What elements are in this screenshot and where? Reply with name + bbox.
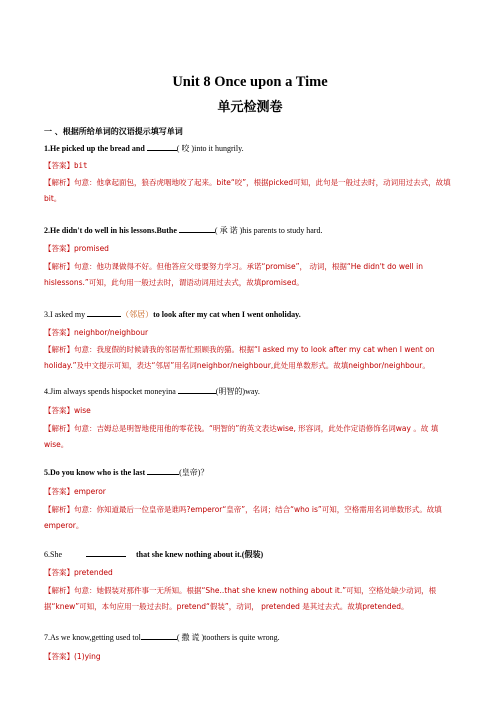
answer-blank xyxy=(147,474,179,475)
question-7-text: 7.As we know,getting used tol xyxy=(44,633,141,642)
question-6-hint: that she knew nothing about it.(假装) xyxy=(136,550,264,559)
question-5 xyxy=(44,467,208,478)
question-1-text: 1.He picked up the bread and xyxy=(44,144,147,153)
question-2 xyxy=(44,225,322,236)
question-3-hint: （邻居） xyxy=(121,310,154,319)
answer-blank xyxy=(179,232,215,233)
question-4-text: 4.Jim always spends hispocket moneyina xyxy=(44,387,178,396)
question-7-hint: ( 撒 谎 )toothers is quite wrong. xyxy=(176,633,280,642)
question-5-hint: (皇帝)？ xyxy=(179,468,209,477)
answer-blank xyxy=(147,150,177,151)
question-1-hint: ( 咬 )into it hungrily. xyxy=(176,144,244,153)
answer-4: 【答案】wise xyxy=(44,406,91,415)
explanation-3: 【解析】句意：我度假的时候请我的邻居帮忙照顾我的猫。根据“I asked my to look after my cat when I went on holiday.”及中文提示可知，表达“邻居”用名词neighbor/neighbour,此处用单数形式。故填neighbor/neighbour。 xyxy=(44,345,435,370)
question-5-text: 5.Do you know who is the last xyxy=(44,468,148,477)
question-3-rest: to look after my cat when I went onholiday. xyxy=(153,310,301,319)
question-4-hint: (明智的)way. xyxy=(215,387,260,396)
answer-1: 【答案】bit xyxy=(44,161,88,170)
question-2-text: 2.He didn't do well in his lessons.Buthe xyxy=(44,226,179,235)
question-6 xyxy=(44,549,263,560)
answer-3: 【答案】neighbor/neighbour xyxy=(44,328,149,337)
answer-blank xyxy=(86,556,126,557)
explanation-4: 【解析】句意：吉姆总是明智地使用他的零花钱。“明智的”的英文表达wise, 形容词，此处作定语修饰名词way 。故 填wise。 xyxy=(44,424,439,449)
answer-6: 【答案】pretended xyxy=(44,568,113,577)
question-1 xyxy=(44,143,244,154)
answer-blank xyxy=(178,393,216,394)
question-7 xyxy=(44,632,280,643)
answer-blank xyxy=(87,316,121,317)
explanation-2: 【解析】句意：他功课做得不好。但他答应父母要努力学习。承诺“promise”， 动词，根据“He didn't do well in hislessons.”可知，此句用一般过去时，谓语动词用过去式，故填promised。 xyxy=(44,262,423,287)
question-6-text: 6.She xyxy=(44,550,62,559)
section-heading: 一 、根据所给单词的汉语提示填写单词 xyxy=(44,127,183,136)
answer-blank xyxy=(141,639,177,640)
question-2-hint: ( 承 诺 )his parents to study hard. xyxy=(214,226,323,235)
explanation-5: 【解析】句意：你知道最后一位皇帝是谁吗?emperor“皇帝”，名词；结合“who is”可知，空格需用名词单数形式。故填emperor。 xyxy=(44,505,442,530)
explanation-6: 【解析】句意：她假装对那件事一无所知。根据“She..that she knew nothing about it.”可知，空格处缺少动词，根据“knew”可知，本句应用一般过去时。pretend“假装”，动词， pretended 是其过去式。故填pretended。 xyxy=(44,586,437,611)
answer-5: 【答案】emperor xyxy=(44,487,106,496)
question-3 xyxy=(44,309,301,320)
question-4 xyxy=(44,386,260,397)
question-3-text: 3.I asked my xyxy=(44,310,88,319)
document-title: Unit 8 Once upon a Time xyxy=(172,74,328,90)
explanation-1: 【解析】句意：他拿起面包，狼吞虎咽地咬了起来。bite“咬”，根据picked可知，此句是一般过去时，动词用过去式，故填bit。 xyxy=(44,178,451,203)
document-subtitle: 单元检测卷 xyxy=(217,100,283,115)
answer-2: 【答案】promised xyxy=(44,244,109,253)
answer-7: 【答案】(1)ying xyxy=(44,652,101,661)
